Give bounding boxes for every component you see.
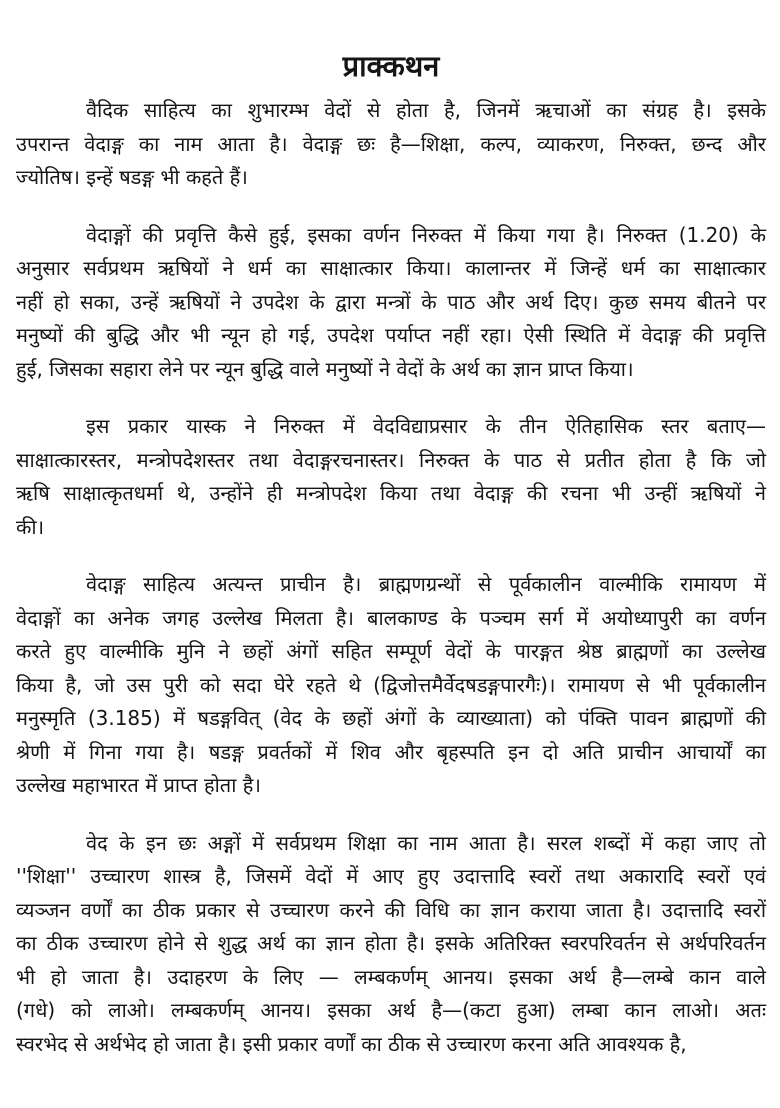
text-line: (गधे) को लाओ। लम्बकर्णम् आनय। इसका अर्थ है—(कटा हुआ) लम्बा कान लाओ। अतः <box>16 998 766 1022</box>
text-line: नहीं हो सका, उन्हें ऋषियों ने उपदेश के द्वारा मन्त्रों के पाठ और अर्थ दिए। कुछ समय बीतने पर <box>16 289 766 314</box>
text-line: व्यञ्जन वर्णों का ठीक प्रकार से उच्चारण करने की विधि का ज्ञान कराया जाता है। उदात्तादि स्वरों <box>16 897 766 922</box>
text-line: वेदाङ्ग साहित्य अत्यन्त प्राचीन है। ब्राह्मणग्रन्थों से पूर्वकालीन वाल्मीकि रामायण में <box>86 572 766 596</box>
text-line: उपरान्त वेदाङ्ग का नाम आता है। वेदाङ्ग छः है—शिक्षा, कल्प, व्याकरण, निरुक्त, छन्द और <box>16 131 766 156</box>
text-line: करते हुए वाल्मीकि मुनि ने छहों अंगों सहित सम्पूर्ण वेदों के पारङ्गत श्रेष्ठ ब्राह्मणों का उल्लेख <box>16 639 766 663</box>
text-line: का ठीक उच्चारण होने से शुद्ध अर्थ का ज्ञान होता है। इसके अतिरिक्त स्वरपरिवर्तन से अर्थपरिवर्तन <box>16 931 766 955</box>
text-line: स्वरभेद से अर्थभेद हो जाता है। इसी प्रकार वर्णों का ठीक से उच्चारण करना अति आवश्यक है, <box>16 1031 687 1056</box>
text-line: इस प्रकार यास्क ने निरुक्त में वेदविद्याप्रसार के तीन ऐतिहासिक स्तर बताए— <box>86 414 766 438</box>
text-line: ज्योतिष। इन्हें षडङ्ग भी कहते हैं। <box>16 165 248 189</box>
text-line: वेदाङ्गों की प्रवृत्ति कैसे हुई, इसका वर्णन निरुक्त में किया गया है। निरुक्त (1.20) के <box>86 222 766 247</box>
text-line: ''शिक्षा'' उच्चारण शास्त्र है, जिसमें वेदों में आए हुए उदात्तादि स्वरों तथा अकारादि स्वरों एवं <box>16 864 766 888</box>
text-line: वेद के इन छः अङ्गों में सर्वप्रथम शिक्षा का नाम आता है। सरल शब्दों में कहा जाए तो <box>86 830 766 855</box>
text-line: वैदिक साहित्य का शुभारम्भ वेदों से होता है, जिनमें ऋचाओं का संग्रह है। इसके <box>86 98 766 122</box>
document-body <box>16 94 766 1061</box>
text-line: मनुस्मृति (3.185) में षडङ्गवित् (वेद के छहों अंगों के व्याख्याता) को पंक्ति पावन ब्राह्मणों की <box>16 706 766 730</box>
text-line: भी हो जाता है। उदाहरण के लिए — लम्बकर्णम् आनय। इसका अर्थ है—लम्बे कान वाले <box>16 964 766 989</box>
paragraph <box>16 410 766 544</box>
text-line: किया है, जो उस पुरी को सदा घेरे रहते थे (द्विजोत्तमैर्वेदषडङ्गपारगैः)। रामायण से भी पूर्वकालीन <box>16 672 766 697</box>
page-title: प्राक्कथन <box>342 49 440 83</box>
text-line: ऋषि साक्षात्कृतधर्मा थे, उन्होंने ही मन्त्रोपदेश किया तथा वेदाङ्ग की रचना भी उन्हीं ऋषियों ने <box>16 481 766 505</box>
paragraph <box>16 827 766 1062</box>
text-line: साक्षात्कारस्तर, मन्त्रोपदेशस्तर तथा वेदाङ्गरचनास्तर। निरुक्त के पाठ से प्रतीत होता है कि जो <box>16 447 766 472</box>
text-line: वेदाङ्गों का अनेक जगह उल्लेख मिलता है। बालकाण्ड के पञ्चम सर्ग में अयोध्यापुरी का वर्णन <box>16 605 766 630</box>
text-line: की। <box>16 514 45 539</box>
paragraph <box>16 219 766 387</box>
paragraph <box>16 568 766 803</box>
text-line: अनुसार सर्वप्रथम ऋषियों ने धर्म का साक्षात्कार किया। कालान्तर में जिन्हें धर्म का साक्षात्कार <box>16 256 766 280</box>
text-line: उल्लेख महाभारत में प्राप्त होता है। <box>16 773 261 797</box>
text-line: श्रेणी में गिना गया है। षडङ्ग प्रवर्तकों में शिव और बृहस्पति इन दो अति प्राचीन आचार्यों का <box>16 739 766 764</box>
paragraph <box>16 94 766 195</box>
text-line: हुई, जिसका सहारा लेने पर न्यून बुद्धि वाले मनुष्यों ने वेदों के अर्थ का ज्ञान प्राप्त किया। <box>16 356 634 381</box>
text-line: मनुष्यों की बुद्धि और भी न्यून हो गई, उपदेश पर्याप्त नहीं रहा। ऐसी स्थिति में वेदाङ्ग की प्रवृत्ति <box>16 323 766 347</box>
